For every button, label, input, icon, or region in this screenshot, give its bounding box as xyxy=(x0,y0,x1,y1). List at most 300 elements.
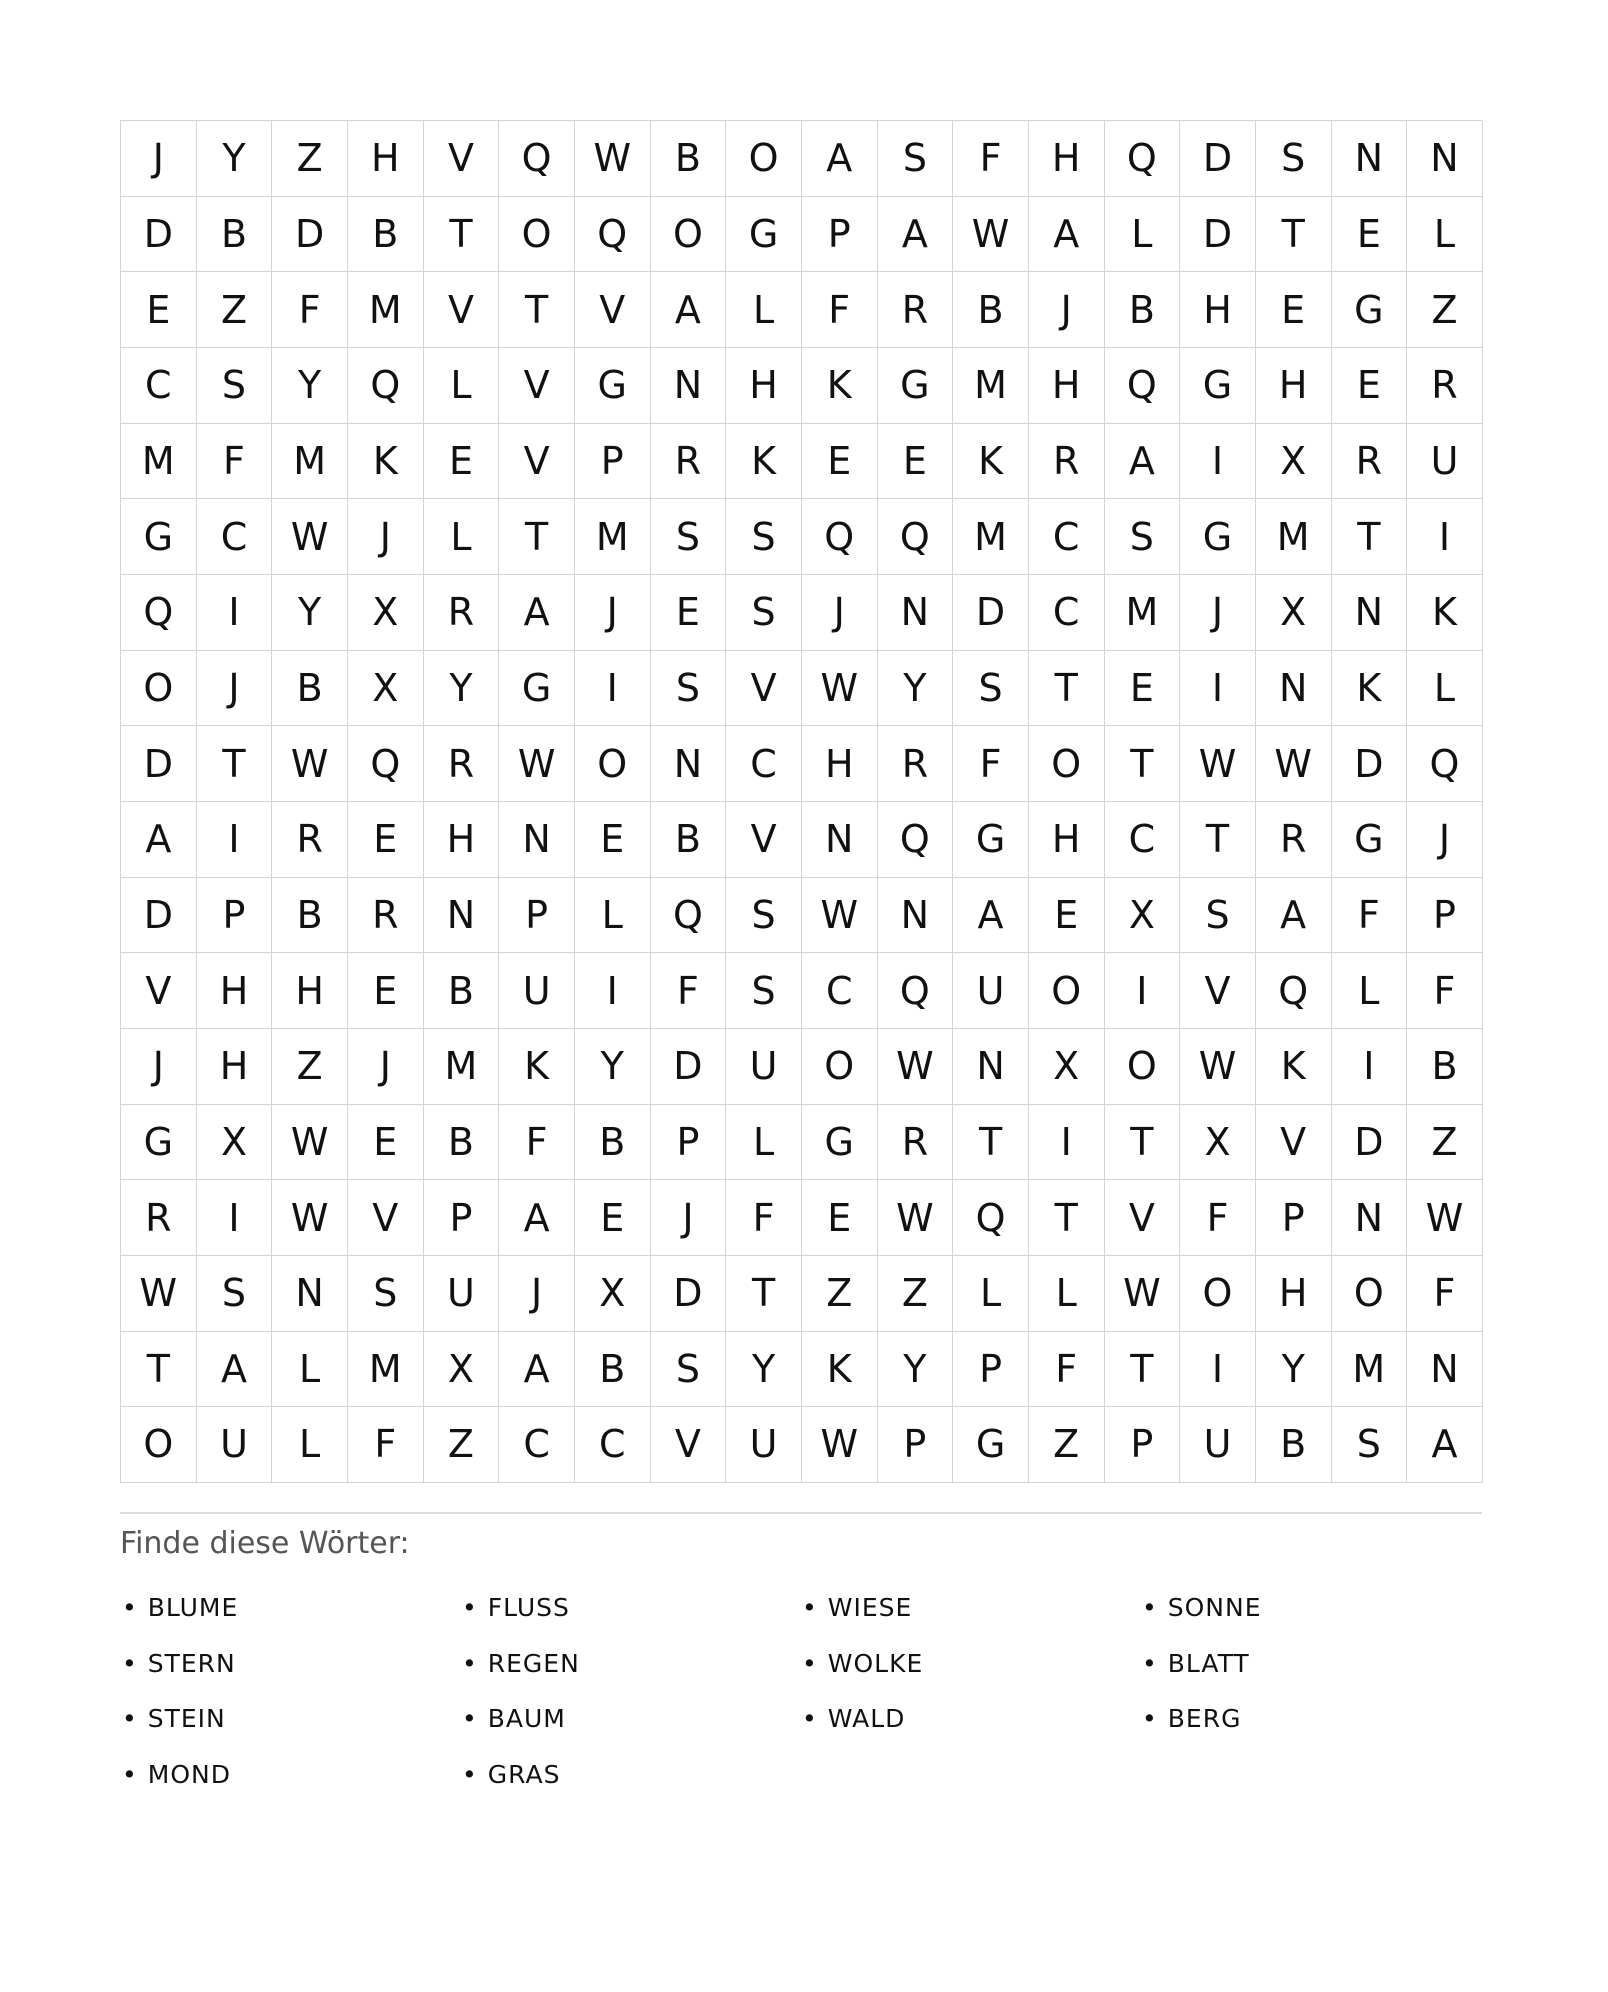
grid-cell[interactable]: Q xyxy=(575,197,651,273)
grid-cell[interactable]: I xyxy=(197,575,273,651)
grid-cell[interactable]: E xyxy=(1256,272,1332,348)
grid-cell[interactable]: D xyxy=(651,1029,727,1105)
grid-cell[interactable]: O xyxy=(499,197,575,273)
grid-cell[interactable]: Z xyxy=(878,1256,954,1332)
grid-cell[interactable]: P xyxy=(878,1407,954,1483)
grid-cell[interactable]: Y xyxy=(1256,1332,1332,1408)
grid-cell[interactable]: G xyxy=(726,197,802,273)
grid-cell[interactable]: F xyxy=(953,121,1029,197)
grid-cell[interactable]: K xyxy=(802,348,878,424)
grid-cell[interactable]: L xyxy=(1407,197,1483,273)
grid-cell[interactable]: F xyxy=(197,424,273,500)
grid-cell[interactable]: N xyxy=(1332,1180,1408,1256)
grid-cell[interactable]: D xyxy=(1332,1105,1408,1181)
grid-cell[interactable]: R xyxy=(1029,424,1105,500)
grid-cell[interactable]: W xyxy=(272,499,348,575)
grid-cell[interactable]: M xyxy=(348,1332,424,1408)
grid-cell[interactable]: I xyxy=(197,1180,273,1256)
grid-cell[interactable]: T xyxy=(197,726,273,802)
grid-cell[interactable]: X xyxy=(1105,878,1181,954)
grid-cell[interactable]: I xyxy=(1180,424,1256,500)
grid-cell[interactable]: D xyxy=(1180,121,1256,197)
grid-cell[interactable]: L xyxy=(424,499,500,575)
grid-cell[interactable]: G xyxy=(499,651,575,727)
grid-cell[interactable]: C xyxy=(1029,499,1105,575)
grid-cell[interactable]: N xyxy=(1332,121,1408,197)
grid-cell[interactable]: Q xyxy=(1105,121,1181,197)
grid-cell[interactable]: O xyxy=(802,1029,878,1105)
grid-cell[interactable]: N xyxy=(1407,121,1483,197)
grid-cell[interactable]: P xyxy=(1105,1407,1181,1483)
grid-cell[interactable]: K xyxy=(802,1332,878,1408)
grid-cell[interactable]: Q xyxy=(1105,348,1181,424)
grid-cell[interactable]: G xyxy=(1180,499,1256,575)
grid-cell[interactable]: C xyxy=(121,348,197,424)
grid-cell[interactable]: L xyxy=(272,1407,348,1483)
grid-cell[interactable]: K xyxy=(953,424,1029,500)
grid-cell[interactable]: J xyxy=(575,575,651,651)
grid-cell[interactable]: S xyxy=(1105,499,1181,575)
grid-cell[interactable]: L xyxy=(424,348,500,424)
grid-cell[interactable]: C xyxy=(1105,802,1181,878)
grid-cell[interactable]: K xyxy=(726,424,802,500)
grid-cell[interactable]: F xyxy=(726,1180,802,1256)
grid-cell[interactable]: Z xyxy=(424,1407,500,1483)
grid-cell[interactable]: L xyxy=(1105,197,1181,273)
grid-cell[interactable]: A xyxy=(802,121,878,197)
grid-cell[interactable]: H xyxy=(1029,121,1105,197)
grid-cell[interactable]: S xyxy=(1256,121,1332,197)
grid-cell[interactable]: N xyxy=(424,878,500,954)
grid-cell[interactable]: G xyxy=(575,348,651,424)
grid-cell[interactable]: Z xyxy=(802,1256,878,1332)
grid-cell[interactable]: V xyxy=(726,651,802,727)
grid-cell[interactable]: T xyxy=(1105,1332,1181,1408)
grid-cell[interactable]: M xyxy=(121,424,197,500)
grid-cell[interactable]: E xyxy=(348,1105,424,1181)
grid-cell[interactable]: T xyxy=(1029,1180,1105,1256)
grid-cell[interactable]: D xyxy=(272,197,348,273)
grid-cell[interactable]: Q xyxy=(499,121,575,197)
grid-cell[interactable]: N xyxy=(651,348,727,424)
grid-cell[interactable]: Q xyxy=(651,878,727,954)
grid-cell[interactable]: M xyxy=(1256,499,1332,575)
grid-cell[interactable]: C xyxy=(1029,575,1105,651)
grid-cell[interactable]: N xyxy=(499,802,575,878)
grid-cell[interactable]: G xyxy=(802,1105,878,1181)
grid-cell[interactable]: S xyxy=(878,121,954,197)
grid-cell[interactable]: M xyxy=(1105,575,1181,651)
grid-cell[interactable]: I xyxy=(575,953,651,1029)
grid-cell[interactable]: B xyxy=(1407,1029,1483,1105)
grid-cell[interactable]: N xyxy=(878,575,954,651)
grid-cell[interactable]: W xyxy=(499,726,575,802)
grid-cell[interactable]: D xyxy=(121,197,197,273)
grid-cell[interactable]: S xyxy=(953,651,1029,727)
grid-cell[interactable]: N xyxy=(953,1029,1029,1105)
grid-cell[interactable]: N xyxy=(1256,651,1332,727)
grid-cell[interactable]: Z xyxy=(1407,272,1483,348)
letter-grid[interactable] xyxy=(120,120,1482,1483)
grid-cell[interactable]: P xyxy=(1407,878,1483,954)
grid-cell[interactable]: B xyxy=(651,121,727,197)
grid-cell[interactable]: V xyxy=(121,953,197,1029)
grid-cell[interactable]: B xyxy=(651,802,727,878)
grid-cell[interactable]: Y xyxy=(726,1332,802,1408)
grid-cell[interactable]: Q xyxy=(802,499,878,575)
grid-cell[interactable]: W xyxy=(272,1105,348,1181)
grid-cell[interactable]: S xyxy=(197,1256,273,1332)
grid-cell[interactable]: Y xyxy=(272,348,348,424)
grid-cell[interactable]: H xyxy=(802,726,878,802)
grid-cell[interactable]: E xyxy=(575,802,651,878)
grid-cell[interactable]: U xyxy=(1407,424,1483,500)
grid-cell[interactable]: T xyxy=(1332,499,1408,575)
grid-cell[interactable]: T xyxy=(424,197,500,273)
grid-cell[interactable]: G xyxy=(953,802,1029,878)
grid-cell[interactable]: V xyxy=(1256,1105,1332,1181)
grid-cell[interactable]: E xyxy=(651,575,727,651)
grid-cell[interactable]: V xyxy=(424,121,500,197)
grid-cell[interactable]: F xyxy=(1407,953,1483,1029)
grid-cell[interactable]: P xyxy=(953,1332,1029,1408)
grid-cell[interactable]: S xyxy=(651,1332,727,1408)
grid-cell[interactable]: D xyxy=(953,575,1029,651)
grid-cell[interactable]: Q xyxy=(1407,726,1483,802)
grid-cell[interactable]: Z xyxy=(272,121,348,197)
grid-cell[interactable]: C xyxy=(499,1407,575,1483)
grid-cell[interactable]: J xyxy=(651,1180,727,1256)
grid-cell[interactable]: G xyxy=(878,348,954,424)
grid-cell[interactable]: A xyxy=(953,878,1029,954)
grid-cell[interactable]: L xyxy=(1407,651,1483,727)
grid-cell[interactable]: T xyxy=(121,1332,197,1408)
grid-cell[interactable]: B xyxy=(424,1105,500,1181)
grid-cell[interactable]: S xyxy=(348,1256,424,1332)
grid-cell[interactable]: O xyxy=(1105,1029,1181,1105)
grid-cell[interactable]: R xyxy=(1407,348,1483,424)
grid-cell[interactable]: R xyxy=(651,424,727,500)
grid-cell[interactable]: S xyxy=(726,953,802,1029)
grid-cell[interactable]: G xyxy=(1180,348,1256,424)
grid-cell[interactable]: P xyxy=(575,424,651,500)
grid-cell[interactable]: C xyxy=(726,726,802,802)
grid-cell[interactable]: H xyxy=(1180,272,1256,348)
grid-cell[interactable]: T xyxy=(1105,726,1181,802)
grid-cell[interactable]: H xyxy=(1256,1256,1332,1332)
grid-cell[interactable]: M xyxy=(953,499,1029,575)
grid-cell[interactable]: G xyxy=(1332,272,1408,348)
grid-cell[interactable]: T xyxy=(1256,197,1332,273)
grid-cell[interactable]: Q xyxy=(348,726,424,802)
grid-cell[interactable]: J xyxy=(121,1029,197,1105)
grid-cell[interactable]: A xyxy=(1029,197,1105,273)
grid-cell[interactable]: H xyxy=(348,121,424,197)
grid-cell[interactable]: X xyxy=(197,1105,273,1181)
grid-cell[interactable]: Y xyxy=(197,121,273,197)
grid-cell[interactable]: R xyxy=(1332,424,1408,500)
grid-cell[interactable]: U xyxy=(726,1029,802,1105)
grid-cell[interactable]: F xyxy=(651,953,727,1029)
grid-cell[interactable]: X xyxy=(575,1256,651,1332)
grid-cell[interactable]: F xyxy=(499,1105,575,1181)
grid-cell[interactable]: X xyxy=(348,651,424,727)
grid-cell[interactable]: A xyxy=(878,197,954,273)
grid-cell[interactable]: A xyxy=(1105,424,1181,500)
grid-cell[interactable]: S xyxy=(651,651,727,727)
grid-cell[interactable]: D xyxy=(121,878,197,954)
grid-cell[interactable]: Z xyxy=(197,272,273,348)
grid-cell[interactable]: H xyxy=(272,953,348,1029)
grid-cell[interactable]: W xyxy=(953,197,1029,273)
grid-cell[interactable]: Y xyxy=(878,651,954,727)
grid-cell[interactable]: X xyxy=(1029,1029,1105,1105)
grid-cell[interactable]: E xyxy=(802,1180,878,1256)
grid-cell[interactable]: Y xyxy=(878,1332,954,1408)
grid-cell[interactable]: E xyxy=(348,953,424,1029)
grid-cell[interactable]: B xyxy=(1256,1407,1332,1483)
grid-cell[interactable]: R xyxy=(424,726,500,802)
grid-cell[interactable]: W xyxy=(1180,1029,1256,1105)
grid-cell[interactable]: J xyxy=(348,499,424,575)
grid-cell[interactable]: E xyxy=(348,802,424,878)
grid-cell[interactable]: N xyxy=(802,802,878,878)
grid-cell[interactable]: P xyxy=(1256,1180,1332,1256)
grid-cell[interactable]: I xyxy=(1105,953,1181,1029)
grid-cell[interactable]: O xyxy=(1029,726,1105,802)
grid-cell[interactable]: I xyxy=(1180,651,1256,727)
grid-cell[interactable]: G xyxy=(121,499,197,575)
grid-cell[interactable]: Z xyxy=(272,1029,348,1105)
grid-cell[interactable]: J xyxy=(197,651,273,727)
grid-cell[interactable]: S xyxy=(651,499,727,575)
grid-cell[interactable]: Y xyxy=(424,651,500,727)
grid-cell[interactable]: C xyxy=(575,1407,651,1483)
grid-cell[interactable]: R xyxy=(272,802,348,878)
grid-cell[interactable]: F xyxy=(272,272,348,348)
grid-cell[interactable]: W xyxy=(802,878,878,954)
grid-cell[interactable]: Q xyxy=(348,348,424,424)
grid-cell[interactable]: X xyxy=(424,1332,500,1408)
grid-cell[interactable]: C xyxy=(197,499,273,575)
grid-cell[interactable]: U xyxy=(726,1407,802,1483)
grid-cell[interactable]: C xyxy=(802,953,878,1029)
grid-cell[interactable]: Y xyxy=(575,1029,651,1105)
grid-cell[interactable]: S xyxy=(197,348,273,424)
grid-cell[interactable]: F xyxy=(348,1407,424,1483)
grid-cell[interactable]: R xyxy=(878,726,954,802)
grid-cell[interactable]: T xyxy=(726,1256,802,1332)
grid-cell[interactable]: O xyxy=(726,121,802,197)
grid-cell[interactable]: K xyxy=(499,1029,575,1105)
grid-cell[interactable]: E xyxy=(1332,348,1408,424)
grid-cell[interactable]: Q xyxy=(953,1180,1029,1256)
grid-cell[interactable]: E xyxy=(121,272,197,348)
grid-cell[interactable]: Q xyxy=(878,802,954,878)
grid-cell[interactable]: S xyxy=(1332,1407,1408,1483)
grid-cell[interactable]: Z xyxy=(1029,1407,1105,1483)
grid-cell[interactable]: V xyxy=(651,1407,727,1483)
grid-cell[interactable]: V xyxy=(1105,1180,1181,1256)
grid-cell[interactable]: T xyxy=(1180,802,1256,878)
grid-cell[interactable]: M xyxy=(424,1029,500,1105)
grid-cell[interactable]: L xyxy=(575,878,651,954)
grid-cell[interactable]: H xyxy=(424,802,500,878)
grid-cell[interactable]: A xyxy=(1407,1407,1483,1483)
grid-cell[interactable]: M xyxy=(272,424,348,500)
grid-cell[interactable]: J xyxy=(1180,575,1256,651)
grid-cell[interactable]: W xyxy=(272,1180,348,1256)
grid-cell[interactable]: D xyxy=(121,726,197,802)
grid-cell[interactable]: A xyxy=(499,1180,575,1256)
grid-cell[interactable]: B xyxy=(197,197,273,273)
grid-cell[interactable]: K xyxy=(1332,651,1408,727)
grid-cell[interactable]: N xyxy=(1407,1332,1483,1408)
grid-cell[interactable]: B xyxy=(424,953,500,1029)
grid-cell[interactable]: F xyxy=(1029,1332,1105,1408)
grid-cell[interactable]: R xyxy=(878,272,954,348)
grid-cell[interactable]: A xyxy=(197,1332,273,1408)
grid-cell[interactable]: H xyxy=(1029,802,1105,878)
grid-cell[interactable]: H xyxy=(1256,348,1332,424)
grid-cell[interactable]: V xyxy=(575,272,651,348)
grid-cell[interactable]: Q xyxy=(1256,953,1332,1029)
grid-cell[interactable]: H xyxy=(197,953,273,1029)
grid-cell[interactable]: T xyxy=(499,272,575,348)
grid-cell[interactable]: I xyxy=(1407,499,1483,575)
grid-cell[interactable]: R xyxy=(348,878,424,954)
grid-cell[interactable]: X xyxy=(348,575,424,651)
grid-cell[interactable]: W xyxy=(1180,726,1256,802)
grid-cell[interactable]: N xyxy=(272,1256,348,1332)
grid-cell[interactable]: W xyxy=(802,1407,878,1483)
grid-cell[interactable]: R xyxy=(121,1180,197,1256)
grid-cell[interactable]: N xyxy=(651,726,727,802)
grid-cell[interactable]: N xyxy=(878,878,954,954)
grid-cell[interactable]: B xyxy=(575,1332,651,1408)
grid-cell[interactable]: L xyxy=(726,272,802,348)
grid-cell[interactable]: W xyxy=(272,726,348,802)
grid-cell[interactable]: P xyxy=(424,1180,500,1256)
grid-cell[interactable]: J xyxy=(499,1256,575,1332)
grid-cell[interactable]: B xyxy=(953,272,1029,348)
grid-cell[interactable]: R xyxy=(878,1105,954,1181)
grid-cell[interactable]: V xyxy=(424,272,500,348)
grid-cell[interactable]: V xyxy=(499,424,575,500)
grid-cell[interactable]: O xyxy=(1332,1256,1408,1332)
grid-cell[interactable]: L xyxy=(1332,953,1408,1029)
grid-cell[interactable]: U xyxy=(197,1407,273,1483)
grid-cell[interactable]: K xyxy=(1256,1029,1332,1105)
grid-cell[interactable]: R xyxy=(424,575,500,651)
grid-cell[interactable]: I xyxy=(197,802,273,878)
grid-cell[interactable]: P xyxy=(197,878,273,954)
grid-cell[interactable]: O xyxy=(1180,1256,1256,1332)
grid-cell[interactable]: A xyxy=(121,802,197,878)
grid-cell[interactable]: V xyxy=(1180,953,1256,1029)
grid-cell[interactable]: V xyxy=(726,802,802,878)
grid-cell[interactable]: H xyxy=(726,348,802,424)
grid-cell[interactable]: S xyxy=(726,878,802,954)
grid-cell[interactable]: O xyxy=(121,651,197,727)
grid-cell[interactable]: M xyxy=(348,272,424,348)
grid-cell[interactable]: Q xyxy=(878,499,954,575)
grid-cell[interactable]: N xyxy=(1332,575,1408,651)
grid-cell[interactable]: O xyxy=(575,726,651,802)
grid-cell[interactable]: A xyxy=(499,1332,575,1408)
grid-cell[interactable]: X xyxy=(1256,424,1332,500)
grid-cell[interactable]: O xyxy=(651,197,727,273)
grid-cell[interactable]: U xyxy=(499,953,575,1029)
grid-cell[interactable]: I xyxy=(1029,1105,1105,1181)
grid-cell[interactable]: W xyxy=(1256,726,1332,802)
grid-cell[interactable]: M xyxy=(1332,1332,1408,1408)
grid-cell[interactable]: D xyxy=(1332,726,1408,802)
grid-cell[interactable]: S xyxy=(726,499,802,575)
grid-cell[interactable]: F xyxy=(1180,1180,1256,1256)
grid-cell[interactable]: B xyxy=(272,878,348,954)
grid-cell[interactable]: S xyxy=(726,575,802,651)
grid-cell[interactable]: E xyxy=(878,424,954,500)
grid-cell[interactable]: E xyxy=(802,424,878,500)
grid-cell[interactable]: R xyxy=(1256,802,1332,878)
grid-cell[interactable]: F xyxy=(1407,1256,1483,1332)
grid-cell[interactable]: A xyxy=(651,272,727,348)
grid-cell[interactable]: U xyxy=(1180,1407,1256,1483)
grid-cell[interactable]: G xyxy=(953,1407,1029,1483)
grid-cell[interactable]: D xyxy=(651,1256,727,1332)
grid-cell[interactable]: W xyxy=(1407,1180,1483,1256)
grid-cell[interactable]: J xyxy=(121,121,197,197)
grid-cell[interactable]: J xyxy=(348,1029,424,1105)
grid-cell[interactable]: P xyxy=(802,197,878,273)
grid-cell[interactable]: U xyxy=(953,953,1029,1029)
grid-cell[interactable]: A xyxy=(499,575,575,651)
grid-cell[interactable]: J xyxy=(802,575,878,651)
grid-cell[interactable]: O xyxy=(1029,953,1105,1029)
grid-cell[interactable]: M xyxy=(953,348,1029,424)
grid-cell[interactable]: L xyxy=(953,1256,1029,1332)
grid-cell[interactable]: X xyxy=(1180,1105,1256,1181)
grid-cell[interactable]: I xyxy=(575,651,651,727)
grid-cell[interactable]: G xyxy=(1332,802,1408,878)
grid-cell[interactable]: F xyxy=(802,272,878,348)
grid-cell[interactable]: K xyxy=(1407,575,1483,651)
grid-cell[interactable]: P xyxy=(651,1105,727,1181)
grid-cell[interactable]: W xyxy=(878,1029,954,1105)
grid-cell[interactable]: W xyxy=(121,1256,197,1332)
grid-cell[interactable]: Q xyxy=(121,575,197,651)
grid-cell[interactable]: B xyxy=(348,197,424,273)
grid-cell[interactable]: E xyxy=(424,424,500,500)
grid-cell[interactable]: E xyxy=(1332,197,1408,273)
grid-cell[interactable]: B xyxy=(272,651,348,727)
grid-cell[interactable]: W xyxy=(575,121,651,197)
grid-cell[interactable]: Q xyxy=(878,953,954,1029)
grid-cell[interactable]: Z xyxy=(1407,1105,1483,1181)
grid-cell[interactable]: T xyxy=(1105,1105,1181,1181)
grid-cell[interactable]: Y xyxy=(272,575,348,651)
grid-cell[interactable]: T xyxy=(1029,651,1105,727)
grid-cell[interactable]: T xyxy=(499,499,575,575)
grid-cell[interactable]: U xyxy=(424,1256,500,1332)
grid-cell[interactable]: S xyxy=(1180,878,1256,954)
grid-cell[interactable]: I xyxy=(1332,1029,1408,1105)
grid-cell[interactable]: W xyxy=(802,651,878,727)
grid-cell[interactable]: E xyxy=(1105,651,1181,727)
grid-cell[interactable]: H xyxy=(197,1029,273,1105)
grid-cell[interactable]: D xyxy=(1180,197,1256,273)
